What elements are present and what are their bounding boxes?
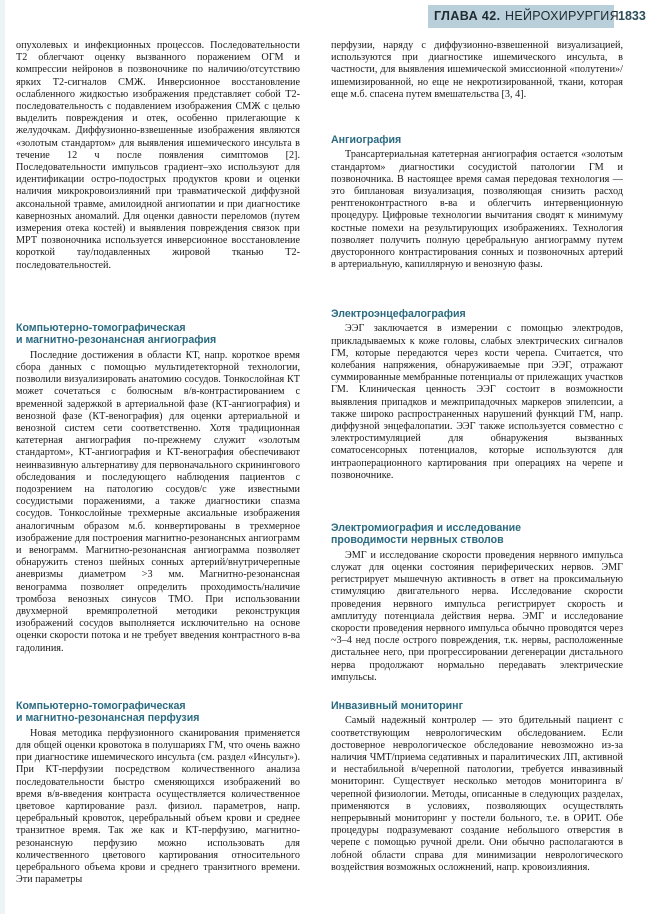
section-angiography xyxy=(331,134,623,304)
section-title-ct-perfusion xyxy=(16,700,300,725)
section-eeg xyxy=(331,308,623,518)
section-ct-angiography xyxy=(16,322,300,692)
paragraph-eeg: ЭЭГ заключается в измерении с помощью электродов, прикладываемых к коже головы, слабых электрических сигналов ГМ, которые передаются через кости черепа. Считается, что колебания напряжения, обнаруживаемые при ЭЭГ, отражают суммированные мембранные потенциалы от прилежащих участков ГМ. Клиническая ценность ЭЭГ состоит в возможности выявления припадков и межприпадочных маркеров эпилепсии, а также широко распространенных нарушений функций ГМ, напр. диффузной энцефалопатии. ЭЭГ также используется совместно с электростимуляцией для обнаружения вызванных соматосенсорных потенциалов, которые используются для интраоперационного картирования при операциях на черепе и позвоночнике. xyxy=(331,323,623,481)
section-title-invasive-monitoring: Инвазивный мониторинг xyxy=(331,700,463,712)
paragraph-invasive-monitoring: Самый надежный контролер — это бдительный пациент с соответствующим неврологическим обследованием. Если достоверное неврологическое обследование невозможно из-за наличия ЧМТ/приема седативных и паралитических ЛП, активной и нестабильной в/черепной патологии, требуется инвазивный мониторинг. Существует несколько методов мониторинга в/черепной физиологии. Методы, описанные в следующих разделах, применяются в условиях, позволяющих осуществлять непрерывный мониторинг у постели больного, т.е. в ОРИТ. Обе процедуры подразумевают создание небольшого отверстия в черепе с помощью ручной дрели. Они обычно располагаются в лобной области справа для минимизации неврологического воздействия возможных осложнений, напр. кровоизлияния. xyxy=(331,715,623,873)
paragraph-angiography: Трансартериальная катетерная ангиография остается «золотым стандартом» диагностики сосудистой патологии ГМ и позвоночника. В настоящее время самая передовая технология — это биплановая визуализация, позволяющая снизить расход рентгеноконтрастного в-ва и облегчить интервенционную процедуру. Цифровые технологии вычитания сводят к минимуму костные помехи на результирующих изображениях. Технология позволяет получить полную церебральную ангиограмму путем двусторонного контрастирования сонных и позвоночных артерий в артериальную, капиллярную и венозную фазы. xyxy=(331,149,623,271)
chapter-label: ГЛАВА 42. xyxy=(434,9,501,23)
section-title-line: и магнитно-резонансная ангиография xyxy=(16,334,217,347)
section-title-line: проводимости нервных стволов xyxy=(331,534,504,547)
section-title-line: и магнитно-резонансная перфузия xyxy=(16,712,200,725)
section-invasive-monitoring xyxy=(331,700,623,914)
section-title-line: Компьютерно-томографическая xyxy=(16,700,186,712)
running-header xyxy=(0,0,659,36)
section-title-line: Электромиография и исследование xyxy=(331,522,522,534)
paragraph-emg: ЭМГ и исследование скорости проведения нервного импульса служат для оценки состояния периферических нервов. ЭМГ регистрирует мышечную активность в ответ на проксимальную стимуляцию двигательного нерва. Исследование скорости проведения нервного импульса регистрирует скорость и амплитуду потенциала действия нерва. ЭМГ и исследование скорости проведения нервного импульса обычно проводятся через ~3–4 нед после острого повреждения, т.к. нервы, расположенные дистальнее него, при прогрессировании дегенерации дистального нерва продолжают нормально передавать электрические импульсы. xyxy=(331,549,623,683)
section-ct-perfusion xyxy=(16,700,300,914)
page-number: 1833 xyxy=(618,9,646,23)
section-title-emg xyxy=(331,522,623,547)
section-emg xyxy=(331,522,623,694)
section-mri-continued xyxy=(16,40,300,316)
section-title-eeg: Электроэнцефалография xyxy=(331,308,466,320)
section-title-angiography: Ангиография xyxy=(331,134,402,146)
section-title-line: Компьютерно-томографическая xyxy=(16,322,186,334)
paragraph-perfusion-continued: перфузии, наряду с диффузионно-взвешенной визуализацией, используются при диагностике ишемического инсульта, в частности, для выявления ишемической эмиссионной «полутени»/ишемизированной, но еще не некротизированной, ткани, которая еще м.б. спасена путем вмешательства [3, 4]. xyxy=(331,40,623,100)
section-title-ct-angiography xyxy=(16,322,300,347)
paragraph-ct-perfusion: Новая методика перфузионного сканирования применяется для общей оценки кровотока в полушариях ГМ, что очень важно при диагностике ишемического инсульта (см. раздел «Инсульт»). При КТ-перфузии посредством количественного анализа последовательности быстро сменяющихся изображений во время в/в-введения контраста осуществляется количественное цветовое картирование разл. физиол. параметров, напр. церебральный кровоток, церебральный объем крови и среднее транзитное время. Так же как и КТ-перфузию, магнитно-резонансную перфузию можно использовать для количественного цветового картирования относительного церебрального объема крови и среднего транзитного времени. Эти параметры xyxy=(16,727,300,886)
paragraph-ct-angiography: Последние достижения в области КТ, напр. короткое время сбора данных с помощью мультидетекторной технологии, позволили визуализировать анатомию сосудов. Тонкослойная КТ может сочетаться с болюсным в/в-контрастированием с временной задержкой в артериальной фазе (КТ-ангиография) и венозной фазе (КТ-венография) для оценки артериальной и венозной систем сети соответственно. Хотя традиционная катетерная ангиография по-прежнему служит «золотым стандартом», КТ-ангиография и КТ-венография обеспечивают неинвазивную альтернативу для первоначального скринингового обследования и последующего наблюдения пациентов с подозрением на патологию сосудов/с уже известными сосудистыми поражениями, а также диагностики спазма сосудов. Тонкослойные трехмерные аксиальные изображения аналогичным образом м.б. конвертированы в трехмерное изображение для построения магнитно-резонансных ангиограмм и венограмм. Магнитно-резонансная ангиограмма позволяет обнаружить стеноз шейных сонных артерий/внутричерепные аневризмы диаметром >3 мм. Магнитно-резонансная венограмма позволяет определить проходимость/наличие тромбоза венозных синусов ТМО. При использовании двухмерной времяпролетной методики реконструкция изображений сосудов выполняется исключительно на основе оценки скорости потока и не требует введения контрастного в-ва гадолиния. xyxy=(16,349,300,654)
paragraph-mri-continued: опухолевых и инфекционных процессов. Последовательности T2 облегчают оценку вызванного поражением ОГМ и компрессии нейронов в позвоночнике по наличию/отсутствию ярких T2-сигналов СМЖ. Инверсионное восстановление ослабленного жидкостью изображения представляет собой T2-последовательность с подавлением изображения СМЖ с целью выделить повреждения и отек, особенно прилегающие к желудочкам. Диффузионно-взвешенные изображения являются «золотым стандартом» для выявления ишемического инсульта в течение 12 ч после появления симптомов [2]. Последовательности импульсов градиент–эхо используют для идентификации остро-подострых продуктов крови и оценки наличия микрокровоизлияний при травматической диффузной аксональной травме, амилоидной ангиопатии и при диагностике кавернозных аномалий. Для оценки давности переломов (путем измерения отека костей) и выявления повреждения связок при МРТ позвоночника используется инверсионное восстановление короткой тау/подавленных жировой тканью T2-последовательностей. xyxy=(16,40,300,271)
page-edge-strip xyxy=(0,0,5,914)
section-perfusion-continued xyxy=(331,40,623,128)
chapter-topic: НЕЙРОХИРУРГИЯ xyxy=(505,9,619,23)
